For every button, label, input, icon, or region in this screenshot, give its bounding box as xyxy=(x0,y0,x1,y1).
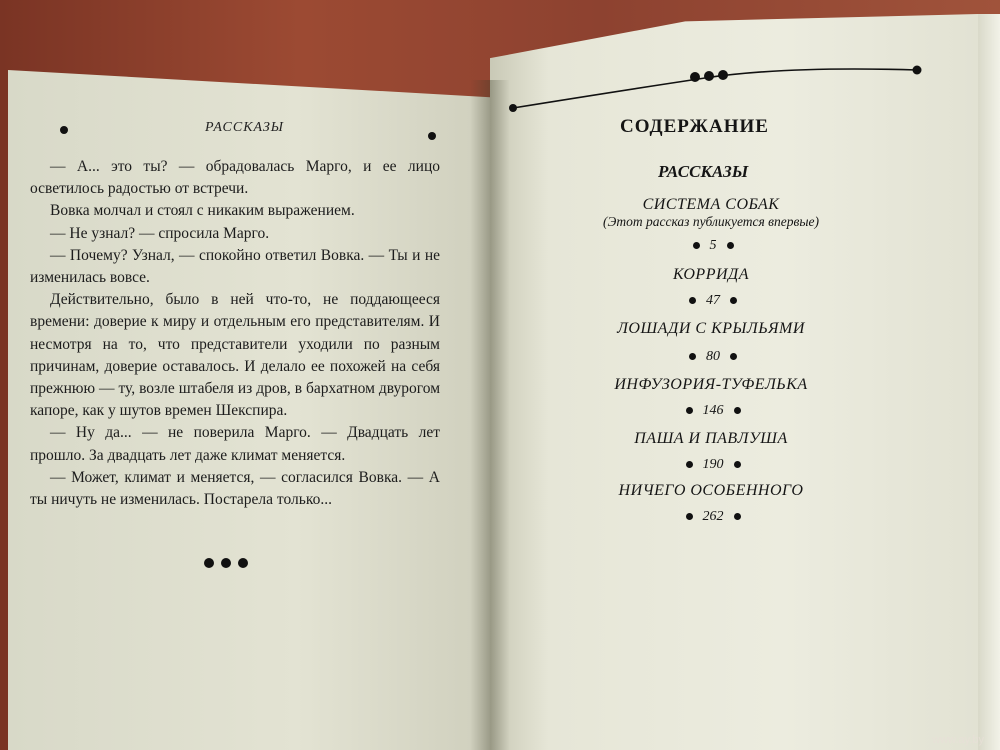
bullet-icon xyxy=(734,513,741,520)
page-number: 146 xyxy=(702,403,724,418)
ornament-dot-icon xyxy=(60,126,68,134)
paragraph: Действительно, было в ней что-то, не поддающееся времени: доверие к миру и отдельным его представителям. И несмотря на то, что представители уходили по разным причинам, доверие оставалось. И делало ее похожей на себя прежнюю — ту, возле штабеля из дров, в бархатном двурогом капоре, как у шутов времен Шекспира. xyxy=(30,291,440,420)
toc-entry-page xyxy=(563,293,863,309)
section-break-dot-icon xyxy=(204,558,214,568)
toc-entry xyxy=(561,482,861,500)
toc-entry-page xyxy=(563,457,863,473)
toc-entry xyxy=(561,376,861,394)
bullet-icon xyxy=(734,407,741,414)
page-edges xyxy=(978,14,1000,750)
paragraph: — Почему? Узнал, — спокойно ответил Вовка. — Ты и не изменилась вовсе. xyxy=(30,246,440,287)
paragraph: — Может, климат и меняется, — согласился Вовка. — А ты ничуть не изменилась. Постарела только... xyxy=(30,468,440,509)
book-gutter xyxy=(470,80,510,750)
page-number: 80 xyxy=(706,349,720,364)
bullet-icon xyxy=(689,353,696,360)
page-number: 47 xyxy=(706,293,720,308)
bullet-icon xyxy=(734,461,741,468)
paragraph: — А... это ты? — обрадовалась Марго, и ее лицо осветилось радостью от встречи. xyxy=(30,158,440,198)
bullet-icon xyxy=(689,297,696,304)
toc-entry-title: ИНФУЗОРИЯ-ТУФЕЛЬКА xyxy=(614,376,808,393)
page-number: 5 xyxy=(709,238,717,253)
watermark: www.ay.by xyxy=(932,734,984,746)
ornament-dot-icon xyxy=(428,132,436,140)
toc-entry xyxy=(561,266,861,284)
bullet-icon xyxy=(693,242,700,249)
section-break-dot-icon xyxy=(221,558,231,568)
bullet-icon xyxy=(730,353,737,360)
contents-heading: СОДЕРЖАНИЕ xyxy=(620,116,769,137)
toc-entry-note: (Этот рассказ публикуется впервые) xyxy=(603,214,819,229)
toc-entry-page xyxy=(563,349,863,365)
toc-entry xyxy=(561,430,861,448)
contents-section: РАССКАЗЫ xyxy=(658,162,749,181)
toc-entry-title: СИСТЕМА СОБАК xyxy=(642,196,780,213)
toc-entry-title: НИЧЕГО ОСОБЕННОГО xyxy=(618,482,804,499)
story-text xyxy=(30,156,440,511)
bullet-icon xyxy=(686,461,693,468)
bullet-icon xyxy=(686,407,693,414)
toc-entry-title: КОРРИДА xyxy=(673,266,749,283)
paragraph: Вовка молчал и стоял с никаким выражением. xyxy=(50,202,355,220)
paragraph: — Ну да... — не поверила Марго. — Двадцать лет прошло. За двадцать лет даже климат меняется. xyxy=(30,424,440,464)
toc-entry xyxy=(561,320,861,338)
paragraph: — Не узнал? — спросила Марго. xyxy=(50,224,270,242)
toc-entry-title: ПАША И ПАВЛУША xyxy=(634,430,788,447)
page-number: 262 xyxy=(702,509,724,524)
running-head: РАССКАЗЫ xyxy=(205,120,285,135)
bullet-icon xyxy=(727,242,734,249)
toc-entry-title: ЛОШАДИ С КРЫЛЬЯМИ xyxy=(617,320,805,337)
toc-entry-page xyxy=(563,238,863,254)
toc-entry-page xyxy=(563,509,863,525)
decorative-rule-icon xyxy=(505,60,925,120)
bullet-icon xyxy=(730,297,737,304)
toc-entry xyxy=(561,196,861,230)
page-number: 190 xyxy=(702,457,724,472)
bullet-icon xyxy=(686,513,693,520)
toc-entry-page xyxy=(563,403,863,419)
section-break-dot-icon xyxy=(238,558,248,568)
